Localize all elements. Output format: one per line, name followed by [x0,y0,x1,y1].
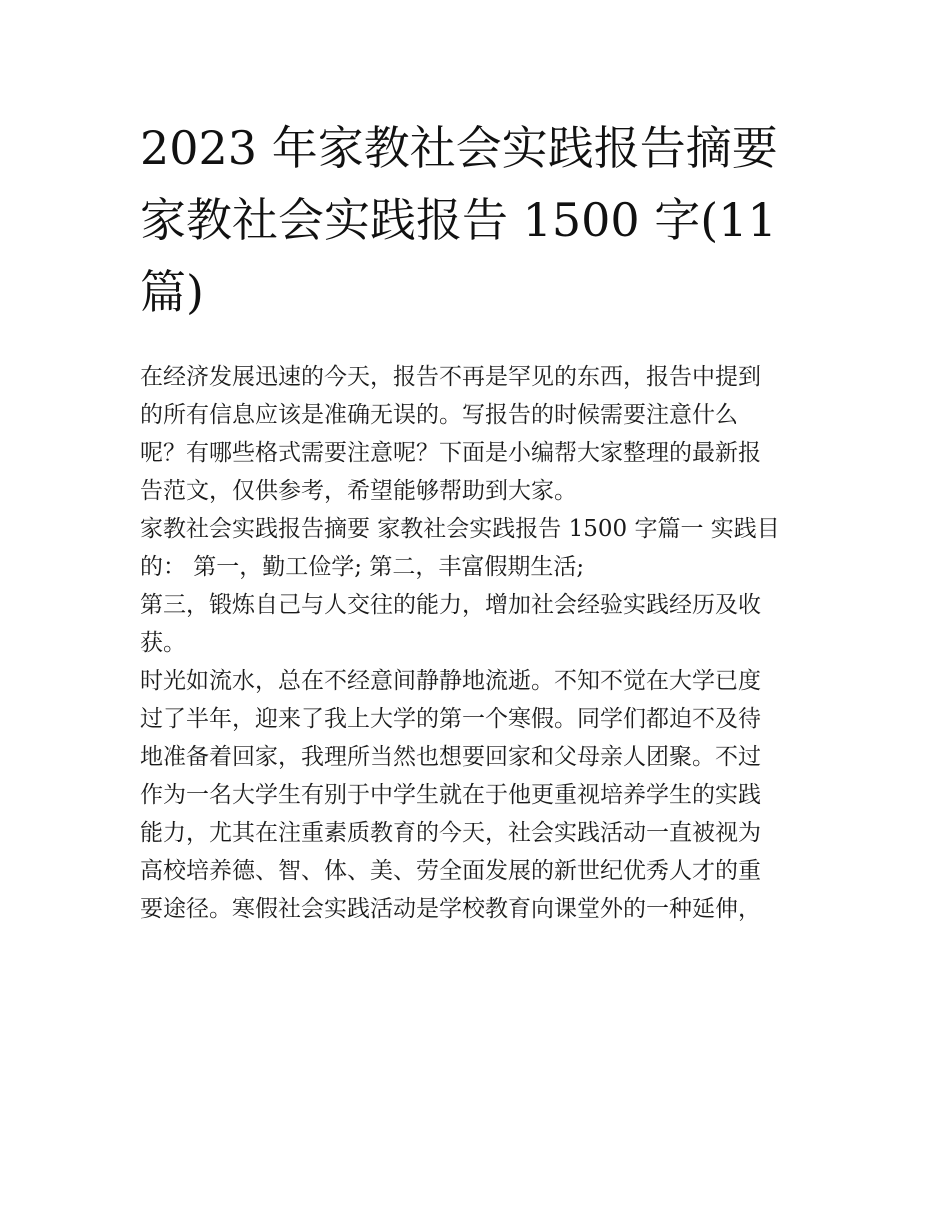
paragraph-line: 获。 [140,630,186,656]
paragraph-line: 过了半年，迎来了我上大学的第一个寒假。同学们都迫不及待 [140,706,761,732]
paragraph-line: 呢？有哪些格式需要注意呢？下面是小编帮大家整理的最新报 [140,440,761,466]
paragraph-line: 的所有信息应该是准确无误的。写报告的时候需要注意什么 [140,402,738,428]
paragraph-intro [140,358,812,510]
paragraph-line: 的： 第一，勤工俭学; 第二，丰富假期生活; [140,554,585,580]
paragraph-line: 告范文，仅供参考，希望能够帮助到大家。 [140,478,577,504]
paragraph-practice-goals [140,510,812,586]
document-title [140,112,820,328]
paragraph-line: 时光如流水，总在不经意间静静地流逝。不知不觉在大学已度 [140,668,761,694]
paragraph-line: 能力，尤其在注重素质教育的今天，社会实践活动一直被视为 [140,820,761,846]
title-line-3: 篇) [140,265,204,319]
paragraph-line: 家教社会实践报告摘要 家教社会实践报告 1500 字篇一 实践目 [140,516,780,542]
paragraph-line: 要途径。寒假社会实践活动是学校教育向课堂外的一种延伸， [140,896,761,922]
title-line-2: 家教社会实践报告 1500 字(11 [140,193,777,247]
paragraph-narrative [140,662,812,928]
paragraph-line: 第三，锻炼自己与人交往的能力，增加社会经验实践经历及收 [140,592,761,618]
paragraph-third-goal [140,586,812,662]
paragraph-line: 高校培养德、智、体、美、劳全面发展的新世纪优秀人才的重 [140,858,761,884]
paragraph-line: 地准备着回家，我理所当然也想要回家和父母亲人团聚。不过 [140,744,761,770]
title-line-1: 2023 年家教社会实践报告摘要 [140,121,778,175]
paragraph-line: 在经济发展迅速的今天，报告不再是罕见的东西，报告中提到 [140,364,761,390]
paragraph-line: 作为一名大学生有别于中学生就在于他更重视培养学生的实践 [140,782,761,808]
document-body [140,358,812,928]
